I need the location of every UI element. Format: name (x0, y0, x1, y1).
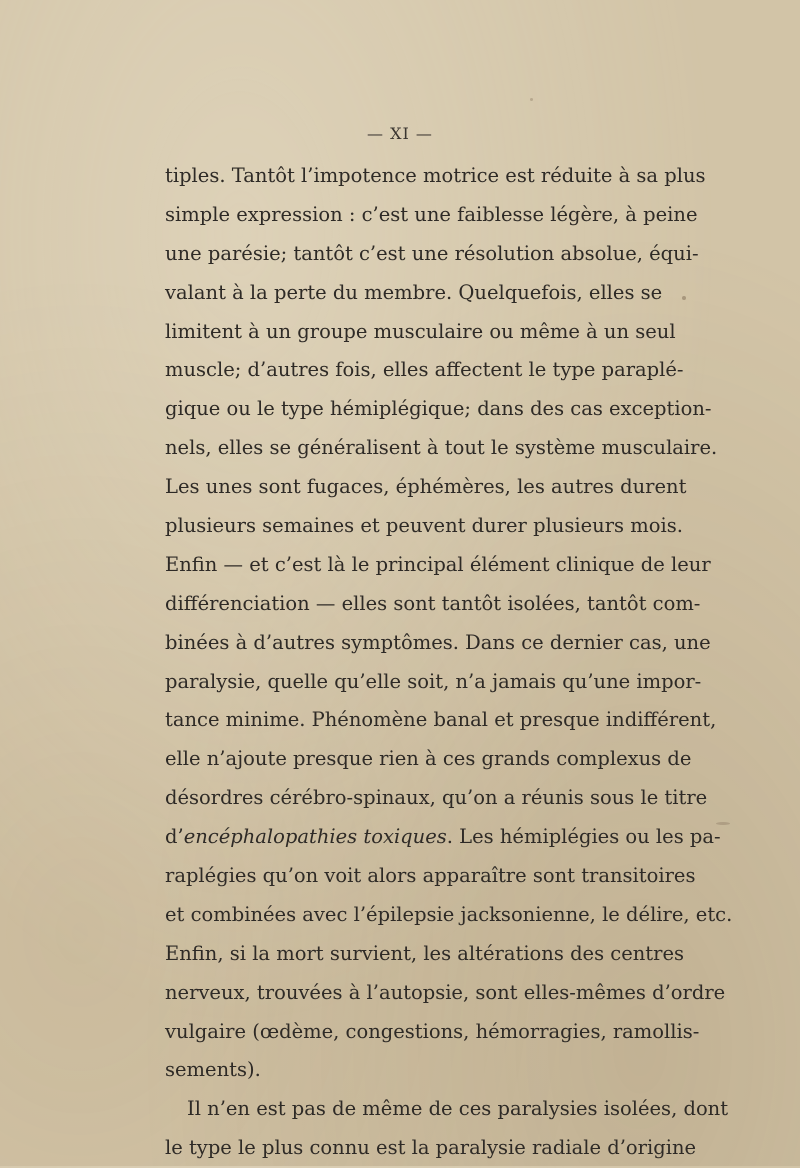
text-line: désordres cérébro-spinaux, qu’on a réunis sous le titre (165, 786, 708, 810)
text-line: et combinées avec l’épilepsie jacksonienne, le délire, etc. (165, 902, 733, 926)
text-line: simple expression : c’est une faiblesse légère, à peine (165, 202, 698, 226)
text-line: muscle; d’autres fois, elles affectent le type paraplé- (165, 358, 684, 382)
text-line: Enfin, si la mort survient, les altérations des centres (165, 941, 685, 965)
text-line: paralysie, quelle qu’elle soit, n’a jamais qu’une impor- (165, 669, 702, 693)
text-line: plusieurs semaines et peuvent durer plusieurs mois. (165, 514, 683, 538)
text-line: elle n’ajoute presque rien à ces grands complexus de (165, 747, 692, 771)
text-line: une parésie; tantôt c’est une résolution absolue, équi- (165, 241, 699, 265)
text-line: nerveux, trouvées à l’autopsie, sont elles-mêmes d’ordre (165, 980, 726, 1004)
paper-speck (716, 822, 730, 825)
text-line: tiples. Tantôt l’impotence motrice est réduite à sa plus (165, 164, 706, 187)
page-number-header: — XI — (367, 124, 433, 143)
text-fragment: . Les hémiplégies ou les pa- (446, 825, 721, 849)
text-line: différenciation — elles sont tantôt isolées, tantôt com- (165, 591, 701, 615)
text-line-italic (165, 818, 721, 857)
paper-speck (530, 98, 533, 101)
body-text (165, 157, 733, 1168)
text-line: nels, elles se généralisent à tout le système musculaire. (165, 436, 718, 460)
text-line: Enfin — et c’est là le principal élément clinique de leur (165, 552, 711, 576)
text-line: le type le plus connu est la paralysie radiale d’origine (165, 1136, 697, 1160)
text-line: sements). (165, 1058, 261, 1082)
text-line: limitent à un groupe musculaire ou même à un seul (165, 319, 676, 343)
text-fragment: d’ (165, 825, 184, 849)
text-line: raplégies qu’on voit alors apparaître sont transitoires (165, 864, 696, 888)
text-line: Il n’en est pas de même de ces paralysies isolées, dont (187, 1097, 729, 1121)
text-line: valant à la perte du membre. Quelquefois, elles se (165, 280, 663, 304)
text-line: Les unes sont fugaces, éphémères, les autres durent (165, 475, 687, 499)
text-line: tance minime. Phénomène banal et presque indifférent, (165, 708, 717, 732)
paper-speck (682, 296, 686, 300)
italic-term: encéphalopathies toxiques (183, 825, 447, 849)
text-line: vulgaire (œdème, congestions, hémorragies, ramollis- (165, 1019, 700, 1043)
text-line: binées à d’autres symptômes. Dans ce dernier cas, une (165, 630, 711, 654)
text-line: gique ou le type hémiplégique; dans des cas exception- (165, 397, 712, 421)
